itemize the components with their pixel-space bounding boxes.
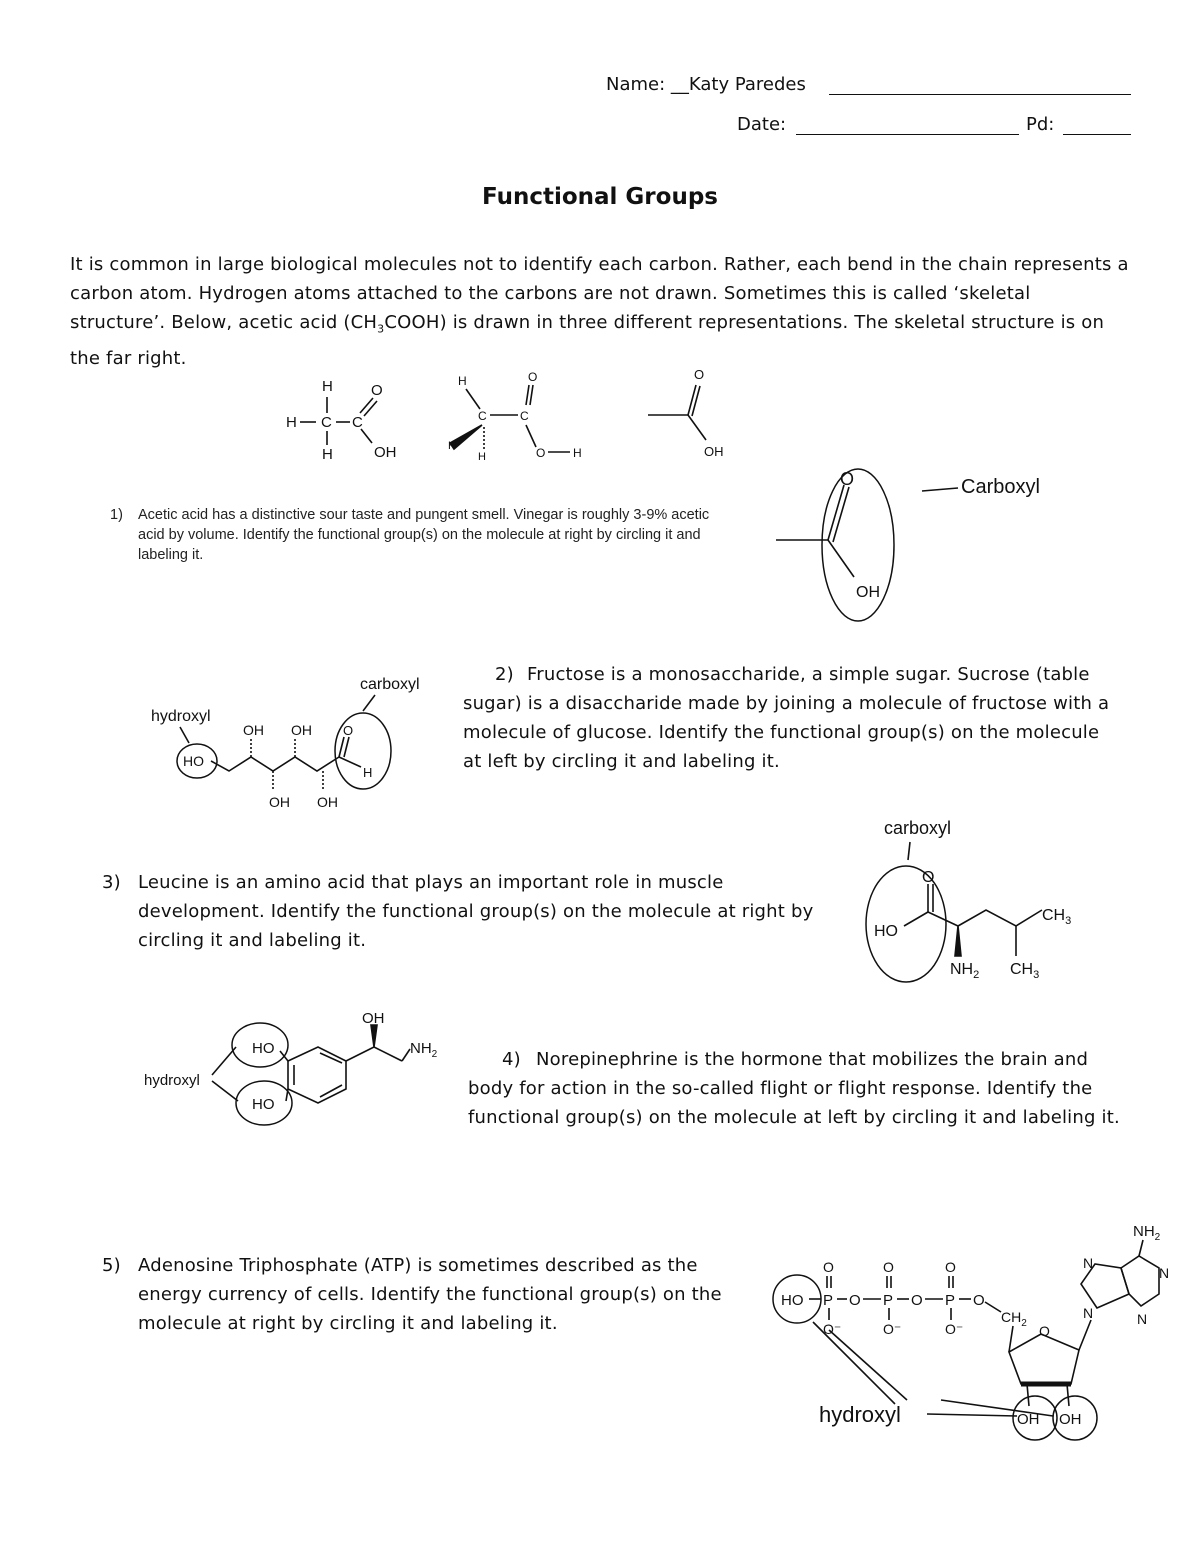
question-2-number: 2) — [495, 664, 514, 685]
carboxyl-label: Carboxyl — [961, 476, 1040, 498]
question-5-number: 5) — [102, 1255, 121, 1276]
svg-text:C: C — [478, 409, 487, 423]
svg-text:O: O — [528, 370, 538, 384]
question-4-number: 4) — [502, 1049, 521, 1070]
name-underline — [829, 94, 1131, 95]
name-value[interactable]: __Katy Paredes — [670, 74, 806, 95]
svg-text:H: H — [448, 440, 456, 452]
carboxyl-label-leucine: carboxyl — [884, 818, 952, 838]
svg-text:OH: OH — [291, 722, 312, 738]
svg-text:HO: HO — [183, 753, 204, 769]
question-5 — [102, 1251, 747, 1338]
question-3-number: 3) — [102, 872, 121, 893]
question-5-text: Adenosine Triphosphate (ATP) is sometimes described as the energy currency of cells. Identify the functional group(s) on the molecule at right by circling it and labeling it. — [138, 1255, 722, 1334]
svg-text:OH: OH — [374, 444, 397, 461]
svg-text:P: P — [883, 1292, 894, 1309]
svg-text:OH: OH — [704, 444, 724, 459]
svg-text:O⁻: O⁻ — [945, 1321, 964, 1337]
svg-text:O: O — [1039, 1323, 1050, 1339]
question-1 — [110, 505, 710, 565]
svg-text:O: O — [371, 382, 383, 399]
svg-text:O: O — [840, 469, 855, 489]
intro-text-a: It is common in large biological molecules not to identify each carbon. Rather, each bend in the chain represents a carbon atom. Hydrogen atoms attached to the carbons are not drawn. Sometimes this is called ‘skeletal structure’. Below, acetic acid (CH — [70, 254, 1129, 333]
hydroxyl-label-norepinephrine: hydroxyl — [144, 1072, 200, 1089]
svg-text:C: C — [352, 414, 363, 431]
svg-text:NH2: $NH_2$ — [410, 1040, 438, 1060]
svg-text:HO: HO — [252, 1096, 275, 1113]
svg-text:O: O — [973, 1292, 985, 1309]
svg-text:NH2: $NH_2$ — [950, 961, 980, 981]
question-4-text: Norepinephrine is the hormone that mobilizes the brain and body for action in the so-called flight or flight response. Identify the functional group(s) on the molecule at left by circling it and labeling it. — [468, 1049, 1120, 1128]
acetic-acid-wedge — [448, 370, 582, 463]
name-label: Name: — [606, 74, 666, 95]
svg-text:H: H — [322, 378, 333, 395]
svg-text:H: H — [478, 451, 486, 463]
pd-label: Pd: — [1026, 114, 1055, 135]
svg-text:N: N — [1083, 1255, 1094, 1271]
svg-text:O: O — [823, 1259, 834, 1275]
svg-text:O: O — [694, 367, 705, 382]
question-4 — [468, 1045, 1128, 1132]
date-field[interactable] — [796, 134, 1019, 135]
norepinephrine-diagram — [140, 1005, 460, 1150]
intro-paragraph — [70, 250, 1130, 373]
svg-text:C: C — [321, 414, 332, 431]
svg-text:C: C — [520, 409, 529, 423]
svg-text:HO: HO — [781, 1292, 804, 1309]
page-title: Functional Groups — [482, 184, 718, 210]
question-1-text: Acetic acid has a distinctive sour taste and pungent smell. Vinegar is roughly 3-9% acetic acid by volume. Identify the functional group(s) on the molecule at right by circling it and labeling it. — [138, 507, 710, 563]
svg-text:HO: HO — [252, 1040, 275, 1057]
svg-text:CH2: $CH_2$ — [1001, 1309, 1027, 1329]
question-1-number: 1) — [110, 507, 123, 523]
question-3 — [102, 868, 847, 955]
svg-text:H: H — [322, 446, 333, 463]
svg-text:H: H — [363, 765, 373, 780]
acetic-acid-lewis — [286, 378, 397, 463]
acetic-acid-skeletal — [648, 367, 724, 459]
name-row — [606, 74, 806, 95]
carboxyl-label-fructose: carboxyl — [360, 676, 420, 693]
svg-text:CH3: $CH_3$ — [1042, 907, 1072, 927]
svg-text:N: N — [1083, 1305, 1094, 1321]
svg-text:OH: OH — [243, 722, 264, 738]
svg-text:O: O — [849, 1292, 861, 1309]
svg-text:O: O — [945, 1259, 956, 1275]
pd-field[interactable] — [1063, 134, 1131, 135]
svg-text:O: O — [343, 723, 354, 738]
svg-text:O: O — [911, 1292, 923, 1309]
question-2 — [463, 660, 1123, 776]
svg-text:O⁻: O⁻ — [823, 1321, 842, 1337]
svg-text:OH: OH — [856, 584, 880, 601]
svg-text:P: P — [945, 1292, 956, 1309]
svg-text:OH: OH — [317, 794, 338, 810]
intro-text-b: COOH) is drawn in three different representations. The skeletal structure is on the far right. — [70, 312, 1105, 369]
hydroxyl-label-fructose: hydroxyl — [151, 708, 211, 725]
atp-diagram — [765, 1212, 1185, 1452]
question-2-text: Fructose is a monosaccharide, a simple sugar. Sucrose (table sugar) is a disaccharide made by joining a molecule of fructose with a molecule of glucose. Identify the functional group(s) on the molecule at left by circling it and labeling it. — [463, 664, 1110, 772]
acetic-acid-answer-diagram — [770, 445, 1080, 630]
fructose-diagram — [145, 665, 445, 815]
svg-text:H: H — [458, 374, 467, 388]
svg-text:O⁻: O⁻ — [883, 1321, 902, 1337]
svg-text:N: N — [1159, 1265, 1170, 1281]
svg-text:OH: OH — [1059, 1411, 1082, 1428]
leucine-diagram — [860, 810, 1080, 985]
acetic-acid-representations — [270, 365, 740, 465]
svg-text:N: N — [1137, 1311, 1148, 1327]
svg-text:OH: OH — [1017, 1411, 1040, 1428]
question-3-text: Leucine is an amino acid that plays an important role in muscle development. Identify the functional group(s) on the molecule at right by circling it and labeling it. — [138, 872, 814, 951]
svg-text:H: H — [286, 414, 297, 431]
svg-text:HO: HO — [874, 923, 898, 940]
svg-text:O: O — [883, 1259, 894, 1275]
svg-text:P: P — [823, 1292, 834, 1309]
hydroxyl-label-atp: hydroxyl — [819, 1402, 901, 1427]
svg-text:OH: OH — [362, 1010, 385, 1027]
svg-text:CH3: $CH_3$ — [1010, 961, 1040, 981]
intro-subscript: 3 — [377, 322, 385, 336]
svg-text:O: O — [922, 869, 935, 886]
svg-text:O: O — [536, 446, 546, 460]
svg-text:H: H — [573, 446, 582, 460]
svg-text:OH: OH — [269, 794, 290, 810]
date-label: Date: — [737, 114, 787, 135]
svg-text:NH2: $NH_2$ — [1133, 1223, 1161, 1243]
